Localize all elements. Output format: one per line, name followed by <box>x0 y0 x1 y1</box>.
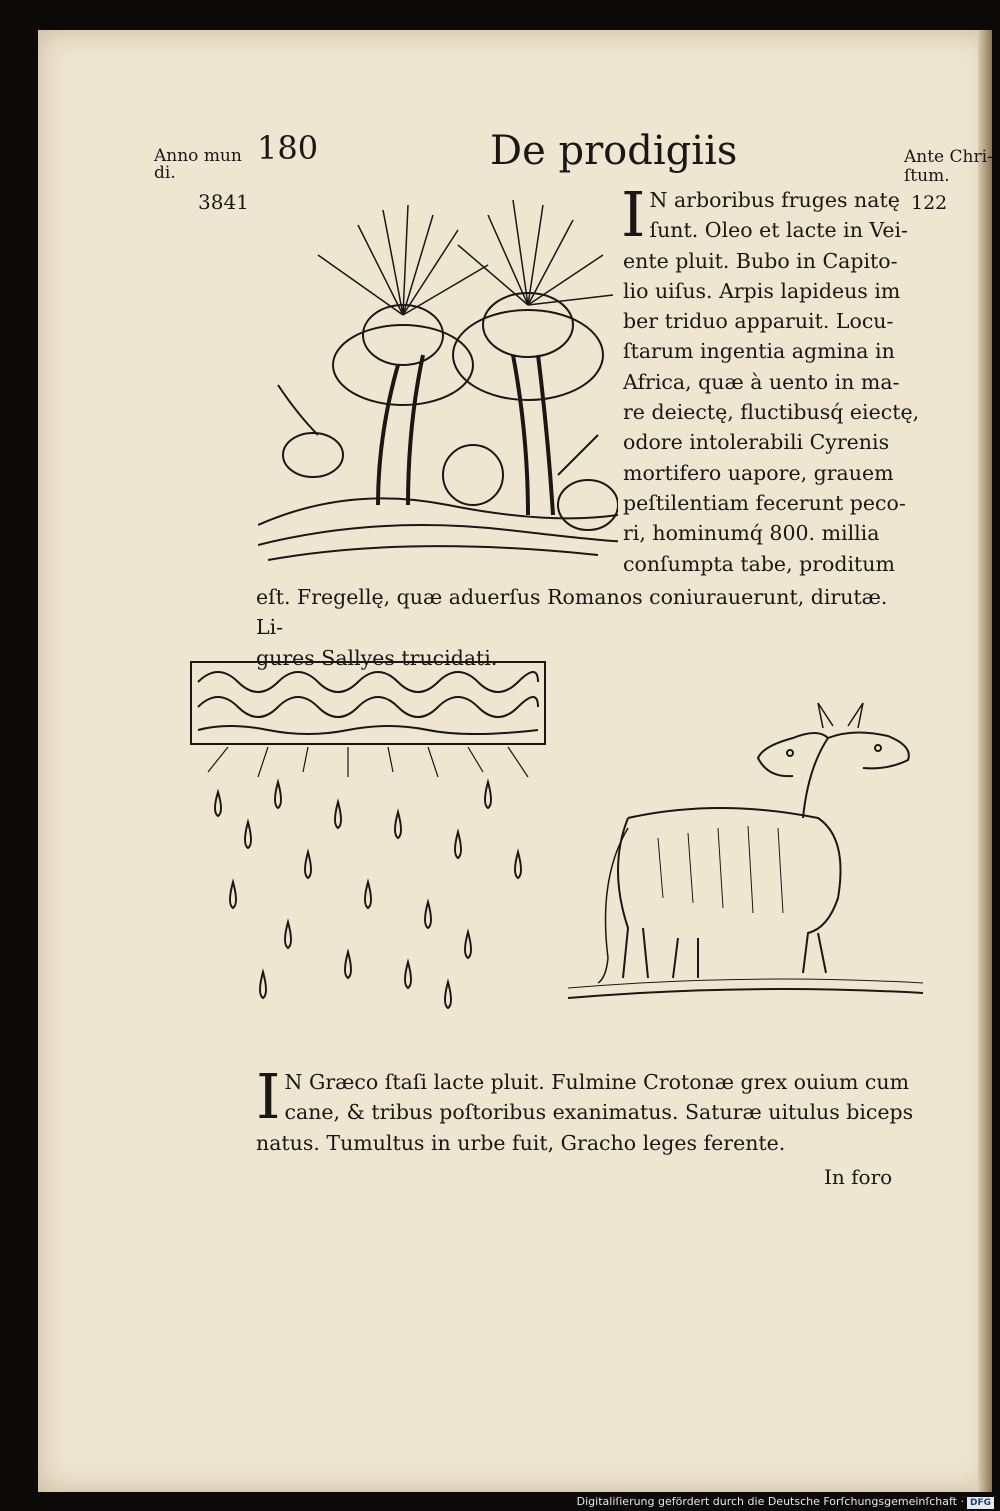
text-line: conſumpta tabe, proditum <box>623 551 895 576</box>
woodcut-two-headed-calf-illustration <box>568 698 928 1003</box>
text-line: ſunt. Oleo et lacte in Vei- <box>649 218 908 243</box>
woodcut-milk-rain-illustration <box>188 652 548 1012</box>
catchword: In foro <box>824 1165 893 1189</box>
text-line: gures Sallyes trucidati. <box>256 645 498 670</box>
dfg-logo: DFG <box>967 1497 994 1509</box>
text-line: ri, hominumq́ 800. millia <box>623 521 880 546</box>
paragraph-2 <box>256 1060 920 1158</box>
year-ante-christum: 122 <box>911 192 948 214</box>
text-line: N Græco ſtaſi lacte pluit. Fulmine Crotonæ grex ouium cum <box>284 1070 910 1094</box>
text-line: peſtilentiam fecerunt peco- <box>623 490 906 515</box>
text-line: ſtarum ingentia agmina in <box>623 339 895 364</box>
page-title: De prodigiis <box>490 128 738 174</box>
paragraph-1 <box>621 178 923 579</box>
folio-number: 180 <box>257 129 319 167</box>
text-line: odore intolerabili Cyrenis <box>623 430 890 455</box>
text-line: ber triduo apparuit. Locu- <box>623 309 894 334</box>
text-line: eſt. Fregellę, quæ aduerſus Romanos coniurauerunt, dirutæ. Li- <box>256 585 888 640</box>
text-line: mortifero uapore, grauem <box>623 460 894 485</box>
text-line: N arboribus fruges natę <box>649 188 900 212</box>
text-line: natus. Tumultus in urbe fuit, Gracho leges ferente. <box>256 1130 786 1155</box>
drop-capital: I <box>256 1060 281 1133</box>
margin-note-ante-christum: Ante Chri- ſtum. <box>904 147 993 186</box>
year-anno-mundi: 3841 <box>198 190 249 214</box>
book-page <box>38 30 992 1492</box>
page-gutter <box>978 30 992 1492</box>
text-line: cane, & tribus poſtoribus exanimatus. Saturæ uitulus biceps <box>284 1100 914 1125</box>
text-line: lio uiſus. Arpis lapideus im <box>623 278 901 303</box>
margin-note-anno-mundi: Anno mun di. 180 <box>154 129 319 183</box>
text-line: re deiectę, fluctibusq́ eiectę, <box>623 400 920 425</box>
woodcut-trees-illustration <box>258 185 618 565</box>
text-line: ente pluit. Bubo in Capito- <box>623 248 898 273</box>
digitization-credit: Digitaliſierung gefördert durch die Deutsche Forſchungsgemeinſchaft · DFG <box>577 1495 994 1509</box>
text-line: Africa, quæ à uento in ma- <box>623 369 900 394</box>
drop-capital: I <box>621 178 646 251</box>
